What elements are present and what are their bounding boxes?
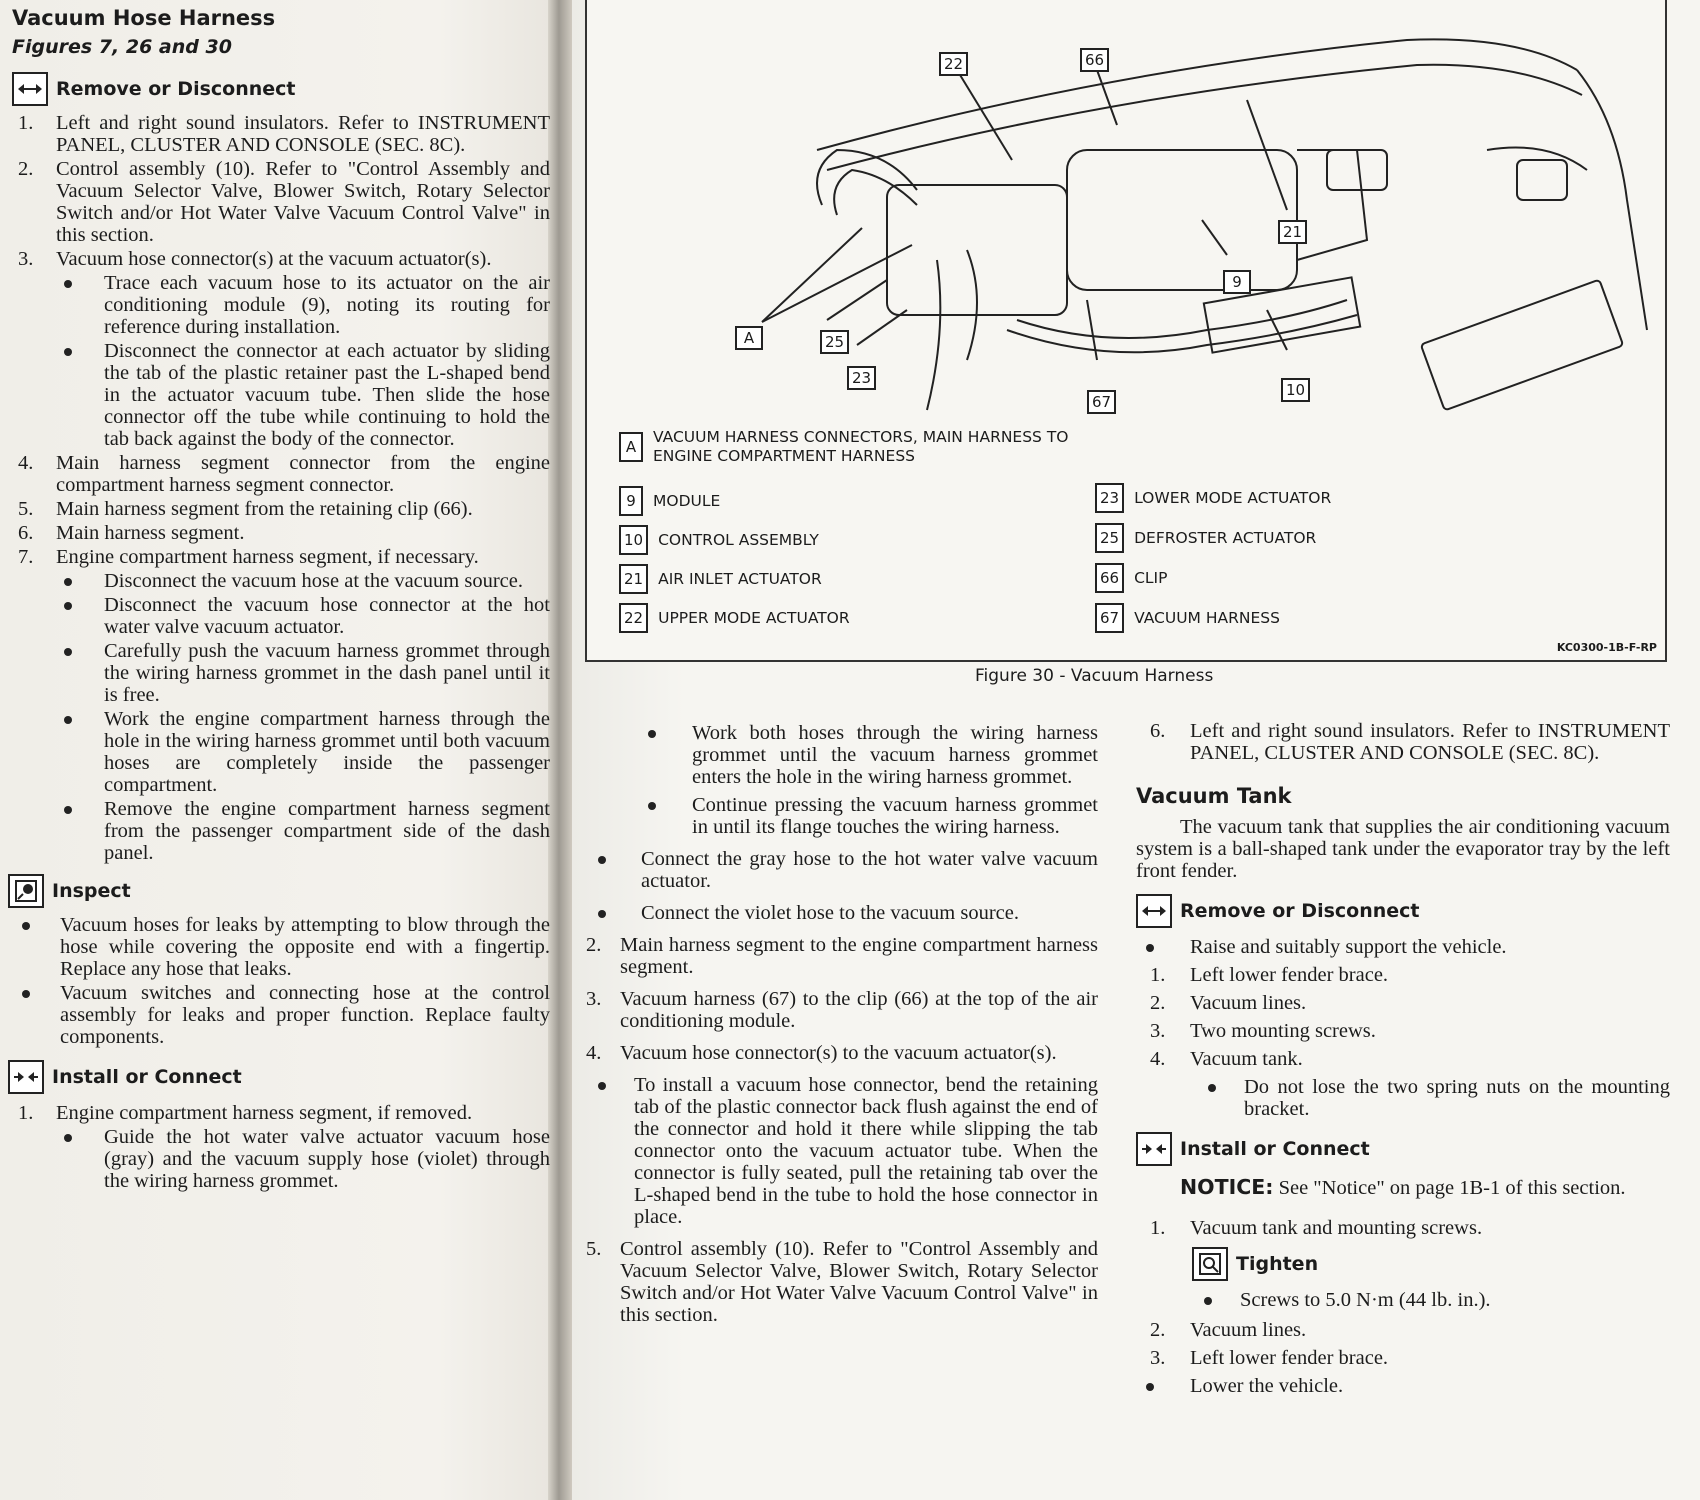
legend-key: 23 (1095, 483, 1124, 513)
legend-item-10 (619, 525, 819, 555)
item-text: Control assembly (10). Refer to "Control Assembly and Vacuum Selector Valve, Blower Switch, Rotary Selector Switch and/or Hot Water Valve Vacuum Control Valve" in this section. (56, 158, 550, 246)
install-connect-icon (1136, 1132, 1172, 1166)
item-text: Vacuum hose connector(s) at the vacuum actuator(s). (56, 248, 492, 270)
middle-column (586, 720, 1098, 1328)
book-gutter (548, 0, 572, 1500)
remove-disconnect-icon (1136, 894, 1172, 928)
install-steps (12, 1102, 550, 1192)
item-number: 3. (586, 988, 602, 1010)
remove-heading-label: Remove or Disconnect (56, 78, 296, 100)
item-text: Main harness segment. (56, 522, 245, 544)
install-heading-label: Install or Connect (1180, 1138, 1370, 1160)
list-item (1136, 1347, 1670, 1369)
legend-key: 66 (1095, 563, 1124, 593)
item-text: Main harness segment to the engine compartment harness segment. (620, 934, 1098, 978)
bullet-item: Disconnect the vacuum hose at the vacuum source. (52, 570, 550, 592)
list-item (12, 452, 550, 496)
callout-10: 10 (1281, 378, 1310, 402)
legend-label: CLIP (1134, 569, 1168, 587)
inspect-steps (12, 914, 550, 1048)
item-text: Vacuum hose connector(s) to the vacuum actuator(s). (620, 1042, 1057, 1064)
list-item (12, 498, 550, 520)
tighten-icon (1192, 1247, 1228, 1281)
item-number: 2. (1150, 992, 1166, 1014)
item-text: Left lower fender brace. (1190, 1347, 1389, 1369)
legend-key: 25 (1095, 523, 1124, 553)
legend-label: LOWER MODE ACTUATOR (1134, 489, 1332, 507)
legend-item-67 (1095, 603, 1280, 633)
list-item (1136, 1020, 1670, 1042)
legend-key: 9 (619, 486, 643, 516)
item-number: 5. (586, 1238, 602, 1260)
list-item (1136, 1048, 1670, 1070)
list-item (586, 1042, 1098, 1064)
list-item (12, 1102, 550, 1124)
callout-9: 9 (1223, 270, 1251, 294)
tighten-heading-label: Tighten (1236, 1253, 1319, 1275)
item-number: 6. (18, 522, 34, 544)
remove-heading-label: Remove or Disconnect (1180, 900, 1420, 922)
legend-item-25 (1095, 523, 1316, 553)
bullet-item: Connect the violet hose to the vacuum source. (586, 902, 1098, 924)
bullet-item: Vacuum switches and connecting hose at the control assembly for leaks and proper function. Replace faulty components. (12, 982, 550, 1048)
legend-label: DEFROSTER ACTUATOR (1134, 529, 1317, 547)
list-item (12, 248, 550, 270)
item-text: Vacuum tank. (1190, 1048, 1303, 1070)
bullet-item: Work both hoses through the wiring harness grommet until the vacuum harness grommet enters the hole in the wiring harness grommet. (636, 722, 1098, 788)
list-item (12, 158, 550, 246)
vacuum-harness-illustration (587, 0, 1665, 430)
item-number: 1. (1150, 964, 1166, 986)
list-item (12, 112, 550, 156)
item-number: 1. (18, 1102, 34, 1124)
legend-item-22 (619, 603, 850, 633)
item-text: Main harness segment connector from the engine compartment harness segment connector. (56, 452, 550, 496)
bullet-item: Vacuum hoses for leaks by attempting to blow through the hose while covering the opposite end with a fingertip. Replace any hose that leaks. (12, 914, 550, 980)
item-text: Engine compartment harness segment, if removed. (56, 1102, 473, 1124)
notice-text: See "Notice" on page 1B-1 of this section. (1278, 1177, 1626, 1199)
item-number: 5. (18, 498, 34, 520)
callout-A: A (735, 326, 763, 350)
bullet-item: Trace each vacuum hose to its actuator on the air conditioning module (9), noting its routing for reference during installation. (52, 272, 550, 338)
bullet-item: Disconnect the vacuum hose connector at the hot water valve vacuum actuator. (52, 594, 550, 638)
bullet-item: Raise and suitably support the vehicle. (1136, 936, 1670, 958)
list-item (1136, 1217, 1670, 1239)
item-text: Left lower fender brace. (1190, 964, 1389, 986)
item-number: 7. (18, 546, 34, 568)
bullet-item: Disconnect the connector at each actuator by sliding the tab of the plastic retainer past the L-shaped bend in the actuator vacuum tube. Then slide the hose connector off the tube while continuing to hold the tab back against the body of the connector. (52, 340, 550, 450)
legend-item-A (619, 428, 1069, 466)
figure-30 (585, 0, 1667, 662)
callout-22: 22 (939, 52, 968, 76)
item-text: Control assembly (10). Refer to "Control Assembly and Vacuum Selector Valve, Blower Switch, Rotary Selector Switch and/or Hot Water Valve Vacuum Control Valve" in this section. (620, 1238, 1098, 1326)
legend-label: CONTROL ASSEMBLY (658, 531, 819, 549)
legend-label: VACUUM HARNESS (1134, 609, 1280, 627)
callout-66: 66 (1080, 48, 1109, 72)
remove-heading (12, 72, 550, 106)
item-number: 3. (1150, 1347, 1166, 1369)
bullet-item: Carefully push the vacuum harness grommet through the wiring harness grommet in the dash panel until it is free. (52, 640, 550, 706)
item-number: 4. (586, 1042, 602, 1064)
bullet-item: Continue pressing the vacuum harness grommet in until its flange touches the wiring harness. (636, 794, 1098, 838)
item-text: Vacuum lines. (1190, 1319, 1307, 1341)
tighten-heading (1192, 1247, 1670, 1281)
list-item (586, 1238, 1098, 1326)
install-heading (8, 1060, 550, 1094)
item-number: 6. (1150, 720, 1166, 742)
item-number: 1. (1150, 1217, 1166, 1239)
item-text: Vacuum lines. (1190, 992, 1307, 1014)
figure-caption: Figure 30 - Vacuum Harness (975, 666, 1214, 686)
callout-67: 67 (1087, 390, 1116, 414)
bullet-item: To install a vacuum hose connector, bend the retaining tab of the plastic connector back flush against the end of the connector and hold it there while slipping the tab connector onto the vacuum actuator tube. When the connector is fully seated, pull the retaining tab over the L-shaped bend in the tube to hold the hose connector in place. (586, 1074, 1098, 1228)
list-item (586, 934, 1098, 978)
bullet-item: Connect the gray hose to the hot water valve vacuum actuator. (586, 848, 1098, 892)
legend-label: VACUUM HARNESS CONNECTORS, MAIN HARNESS TO ENGINE COMPARTMENT HARNESS (653, 428, 1069, 465)
callout-25: 25 (820, 330, 849, 354)
legend-key: A (619, 432, 643, 462)
list-item (1136, 720, 1670, 764)
right-column (1136, 718, 1670, 1399)
bullet-item: Lower the vehicle. (1136, 1375, 1670, 1397)
install-connect-icon (8, 1060, 44, 1094)
item-number: 2. (18, 158, 34, 180)
item-number: 3. (18, 248, 34, 270)
list-item (12, 522, 550, 544)
item-text: Left and right sound insulators. Refer to INSTRUMENT PANEL, CLUSTER AND CONSOLE (SEC. 8C). (1190, 720, 1670, 764)
figure-code: KC0300-1B-F-RP (1556, 641, 1657, 654)
legend-label: MODULE (653, 492, 721, 510)
item-number: 1. (18, 112, 34, 134)
list-item (12, 546, 550, 568)
install-heading-label: Install or Connect (52, 1066, 242, 1088)
legend-item-66 (1095, 563, 1167, 593)
legend-label: AIR INLET ACTUATOR (658, 570, 822, 588)
item-number: 4. (1150, 1048, 1166, 1070)
remove-disconnect-icon (12, 72, 48, 106)
left-column (12, 6, 550, 1194)
legend-key: 10 (619, 525, 648, 555)
bullet-item: Remove the engine compartment harness segment from the passenger compartment side of the dash panel. (52, 798, 550, 864)
legend-key: 21 (619, 564, 648, 594)
legend-item-23 (1095, 483, 1331, 513)
legend-label: UPPER MODE ACTUATOR (658, 609, 850, 627)
list-item (1136, 992, 1670, 1014)
inspect-icon (8, 874, 44, 908)
item-text: Vacuum tank and mounting screws. (1190, 1217, 1483, 1239)
item-text: Left and right sound insulators. Refer to INSTRUMENT PANEL, CLUSTER AND CONSOLE (SEC. 8C). (56, 112, 550, 156)
install-heading (1136, 1132, 1670, 1166)
inspect-heading-label: Inspect (52, 880, 131, 902)
item-text: Main harness segment from the retaining clip (66). (56, 498, 473, 520)
list-item (1136, 964, 1670, 986)
item-text: Two mounting screws. (1190, 1020, 1376, 1042)
remove-steps (12, 112, 550, 864)
section-subtitle: Figures 7, 26 and 30 (12, 36, 232, 58)
callout-21: 21 (1278, 220, 1307, 244)
inspect-heading (8, 874, 550, 908)
bullet-item: Do not lose the two spring nuts on the mounting bracket. (1196, 1076, 1670, 1120)
vacuum-tank-title: Vacuum Tank (1136, 784, 1292, 808)
remove-heading (1136, 894, 1670, 928)
legend-item-21 (619, 564, 822, 594)
item-text: Engine compartment harness segment, if necessary. (56, 546, 479, 568)
item-number: 2. (586, 934, 602, 956)
notice (1180, 1176, 1670, 1199)
callout-23: 23 (847, 366, 876, 390)
notice-label: NOTICE: (1180, 1175, 1274, 1199)
item-number: 4. (18, 452, 34, 474)
bullet-item: Screws to 5.0 N·m (44 lb. in.). (1192, 1289, 1670, 1311)
bullet-item: Work the engine compartment harness through the hole in the wiring harness grommet until both vacuum hoses are completely inside the passenger compartment. (52, 708, 550, 796)
legend-key: 22 (619, 603, 648, 633)
list-item (1136, 1319, 1670, 1341)
item-number: 2. (1150, 1319, 1166, 1341)
list-item (586, 988, 1098, 1032)
legend-item-9 (619, 486, 720, 516)
legend-key: 67 (1095, 603, 1124, 633)
bullet-item: Guide the hot water valve actuator vacuum hose (gray) and the vacuum supply hose (violet) through the wiring harness grommet. (52, 1126, 550, 1192)
section-title: Vacuum Hose Harness (12, 6, 276, 30)
tank-remove-steps (1136, 936, 1670, 1120)
item-text: Vacuum harness (67) to the clip (66) at the top of the air conditioning module. (620, 988, 1098, 1032)
vacuum-tank-intro: The vacuum tank that supplies the air conditioning vacuum system is a ball-shaped tank under the evaporator tray by the left front fender. (1136, 816, 1670, 882)
item-number: 3. (1150, 1020, 1166, 1042)
